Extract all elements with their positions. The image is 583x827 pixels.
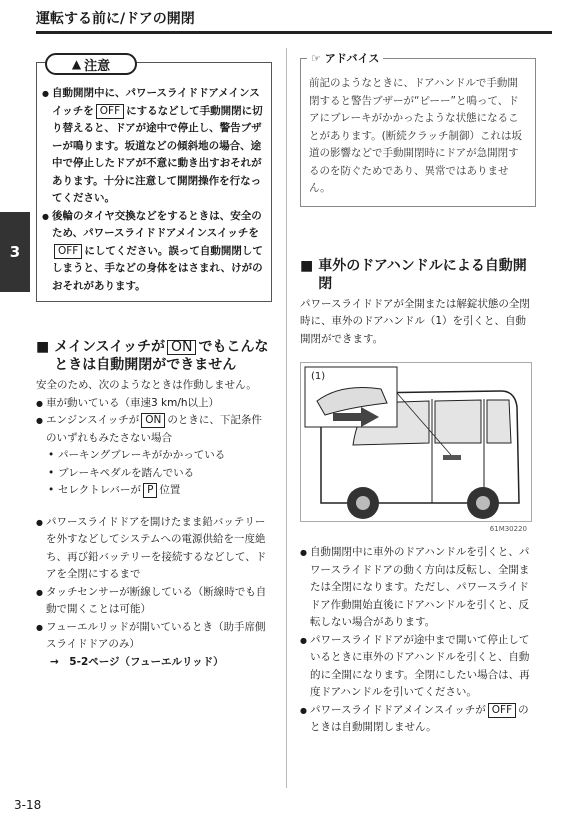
caution-text: にしてください。誤って自動開閉してしまうと、手などの身体をはさまれ、けがのおそれがあります。	[52, 244, 263, 292]
section-intro: 安全のため、次のようなときは作動しません。	[36, 379, 257, 391]
section-heading-outside-handle	[300, 257, 536, 293]
advice-title-text: アドバイス	[324, 52, 380, 65]
warning-triangle-icon: ▲	[71, 57, 82, 71]
pointing-hand-icon: ☞	[311, 52, 321, 65]
caution-title	[45, 53, 137, 75]
list-item: ● パワースライドドアが途中まで開いて停止しているときに車外のドアハンドルを引くと、自動的に全開になります。全閉にしたい場合は、再度ドアハンドルを引いてください。	[300, 632, 536, 702]
column-divider	[286, 48, 287, 788]
on-key-label: ON	[141, 413, 165, 428]
list-item	[300, 702, 536, 737]
spacer	[36, 500, 272, 514]
section-square-icon: ■	[36, 339, 50, 355]
page-title: 運転する前に/ドアの開閉	[36, 11, 195, 27]
figure-callout-label: (1)	[311, 371, 326, 382]
caution-text: 後輪のタイヤ交換などをするときは、安全のため、パワースライドドアメインスイッチを	[52, 209, 262, 239]
list-item: ● パワースライドドアを開けたまま鉛バッテリーを外すなどしてシステムへの電源供給を一度絶ち、再び鉛バッテリーを接続するなどして、ドアを全閉にするまで	[36, 514, 272, 584]
list-text: のときに、下記条件のいずれもみたさない場合	[46, 414, 262, 444]
list-text: エンジンスイッチが	[46, 414, 140, 426]
caution-box	[36, 57, 272, 302]
list-item	[36, 412, 272, 447]
advice-box	[300, 52, 536, 207]
list-text: パワースライドドアメインスイッチが	[310, 703, 486, 716]
figure-code: 61M30220	[489, 525, 527, 533]
sub-list-item: • パーキングブレーキがかかっている	[36, 447, 272, 465]
chapter-tab[interactable]: 3	[0, 212, 30, 292]
list-item: ● フューエルリッドが開いているとき（助手席側スライドドアのみ）	[36, 619, 272, 654]
list-text: セレクトレバーが	[58, 484, 142, 496]
section-title-text: でもこんなときは自動開閉ができません	[54, 339, 269, 373]
list-item: ● タッチセンサーが断線している（断線時でも自動で開くことは可能）	[36, 584, 272, 619]
vehicle-side-view-svg	[301, 363, 533, 523]
list-text: のときは自動開閉しません。	[310, 703, 529, 733]
off-key-label: OFF	[488, 703, 516, 718]
right-column	[300, 52, 536, 737]
advice-title	[307, 50, 383, 66]
list-text: 位置	[159, 484, 181, 496]
page-header	[36, 8, 552, 34]
section-title-text: メインスイッチが	[54, 339, 165, 355]
p-key-label: P	[143, 483, 157, 498]
caution-item	[43, 85, 265, 208]
off-key-label: OFF	[96, 104, 124, 119]
list-item: ● 車が動いている（車速3 km/h以上）	[36, 395, 272, 413]
caution-text: 自動開閉中に、パワースライドドアメインスイッチを	[52, 87, 260, 117]
left-column	[36, 52, 272, 671]
sub-list-item: • ブレーキペダルを踏んでいる	[36, 465, 272, 483]
sub-list-item	[36, 482, 272, 500]
page-reference-link[interactable]: → 5-2ページ（フューエルリッド）	[50, 655, 224, 668]
on-key-label: ON	[167, 340, 197, 355]
vehicle-illustration	[300, 362, 532, 533]
caution-title-text: 注意	[84, 58, 111, 74]
section-title	[54, 338, 272, 374]
caution-item	[43, 208, 265, 296]
advice-text: 前記のようなときに、ドアハンドルで手動開閉すると警告ブザーが“ピーー”と鳴って、ドアにブレーキがかかったような状態になることがあります。(断続クラッチ制御）これは坂道の影響などで手動開閉時にドアが急開閉するのを防ぐためであり、異常ではありません。	[309, 77, 523, 194]
caution-text: にするなどして手動開閉に切り替えると、ドアが途中で停止し、警告ブザーが鳴ります。坂道などの傾斜地の場合、途中で停止したドアが不意に動き出すおそれがあります。十分に注意して開閉操作を行なってください。	[52, 104, 263, 204]
section-title: 車外のドアハンドルによる自動開閉	[318, 257, 527, 292]
off-key-label: OFF	[54, 244, 82, 259]
section-square-icon: ■	[300, 257, 314, 274]
list-item: ● 自動開閉中に車外のドアハンドルを引くと、パワースライドドアの動く方向は反転し、全開または全閉になります。ただし、パワースライドドア作動開始直後にドアハンドルを引くと、反転しない場合があります。	[300, 544, 536, 632]
section-heading-main-switch	[36, 338, 272, 374]
section-intro: パワースライドドアが全開または解錠状態の全閉時に、車外のドアハンドル（1）を引くと、自動開閉ができます。	[300, 297, 530, 345]
page-number: 3-18	[14, 798, 42, 812]
